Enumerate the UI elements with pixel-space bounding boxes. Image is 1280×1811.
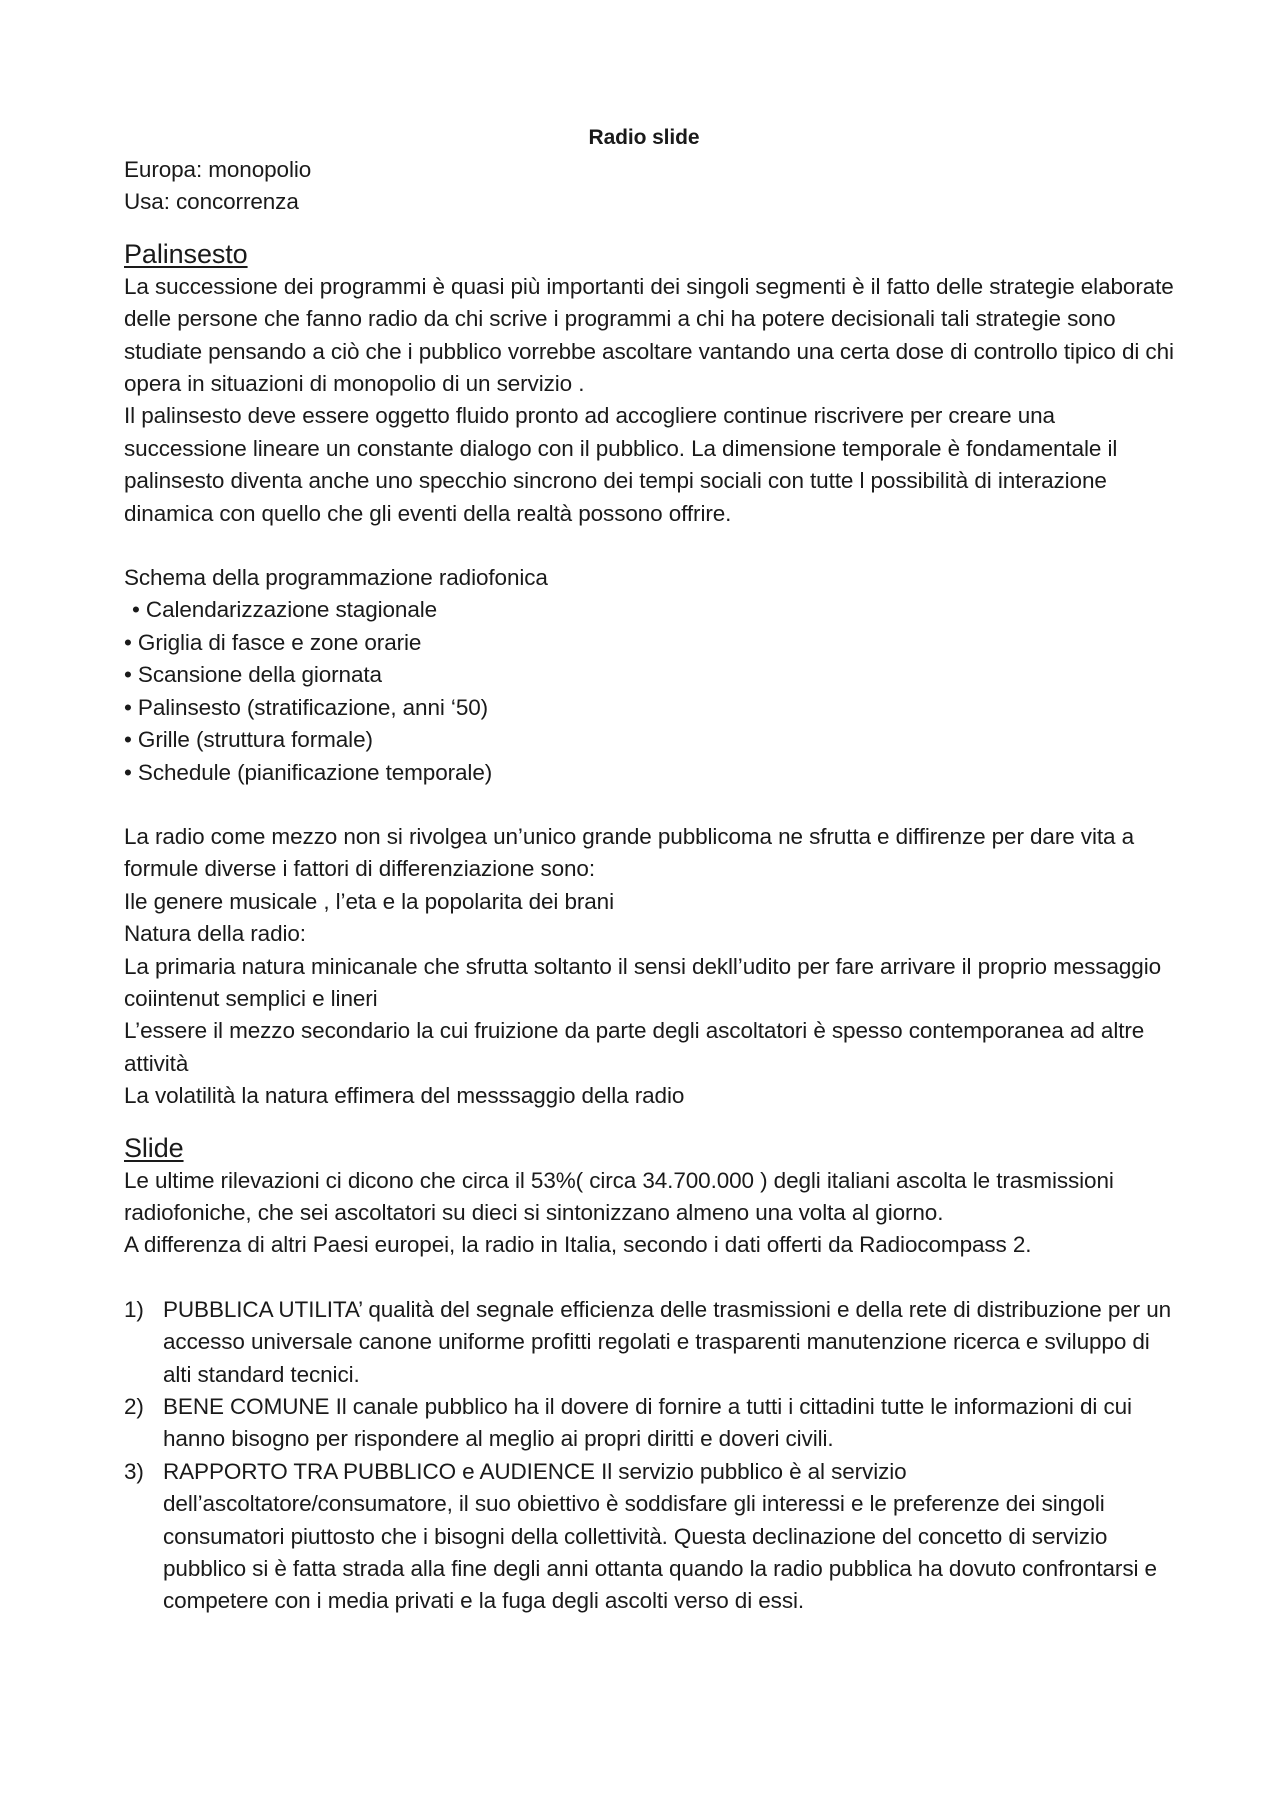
paragraph: Le ultime rilevazioni ci dicono che circa il 53%( circa 34.700.000 ) degli italiani ascolta le trasmissioni radiofoniche, che sei ascoltatori su dieci si sintonizzano almeno una volta al giorno. <box>124 1167 1114 1225</box>
list-number: 1) <box>124 1296 144 1322</box>
list-item-text: RAPPORTO TRA PUBBLICO e AUDIENCE Il servizio pubblico è al servizio dell’ascoltatore/consumatore, il suo obiettivo è soddisfare gli interessi e le preferenze dei singoli consumatori piuttosto che i bisogni della collettività. Questa declinazione del concetto di servizio pubblico si è fatta strada alla fine degli anni ottanta quando la radio pubblica ha dovuto confrontarsi e competere con i media privati e la fuga degli ascolti verso di essi. <box>163 1458 1157 1614</box>
spacer <box>124 1262 1174 1294</box>
spacer <box>124 789 1174 821</box>
spacer <box>124 1113 1174 1131</box>
list-item: • Scansione della giornata <box>124 662 382 688</box>
list-item: • Calendarizzazione stagionale <box>132 597 438 623</box>
paragraph: Ile genere musicale , l’eta e la popolarita dei brani <box>124 888 614 914</box>
list-item: • Schedule (pianificazione temporale) <box>124 759 493 785</box>
intro-line: Usa: concorrenza <box>124 189 299 215</box>
document-body <box>124 122 1174 1618</box>
paragraph: L’essere il mezzo secondario la cui fruizione da parte degli ascoltatori è spesso contemporanea ad altre attività <box>124 1018 1145 1076</box>
list-item-text: BENE COMUNE Il canale pubblico ha il dovere di fornire a tutti i cittadini tutte le informazioni di cui hanno bisogno per rispondere al meglio ai propri diritti e doveri civili. <box>163 1394 1132 1452</box>
paragraph: Natura della radio: <box>124 921 306 947</box>
list-item <box>124 1456 1174 1618</box>
list-item-text: PUBBLICA UTILITA’ qualità del segnale efficienza delle trasmissioni e della rete di distribuzione per un accesso universale canone uniforme profitti regolati e trasparenti manutenzione ricerca e sviluppo di alti standard tecnici. <box>163 1296 1172 1387</box>
paragraph: La primaria natura minicanale che sfrutta soltanto il sensi dekll’udito per fare arrivare il proprio messaggio coiintenut semplici e lineri <box>124 953 1162 1011</box>
paragraph: La successione dei programmi è quasi più importanti dei singoli segmenti è il fatto delle strategie elaborate delle persone che fanno radio da chi scrive i programmi a chi ha potere decisionali tali strategie sono studiate pensando a ciò che i pubblico vorrebbe ascoltare vantando una certa dose di controllo tipico di chi opera in situazioni di monopolio di un servizio . <box>124 273 1174 397</box>
list-number: 3) <box>124 1458 144 1484</box>
schema-title: Schema della programmazione radiofonica <box>124 565 548 591</box>
paragraph: Il palinsesto deve essere oggetto fluido pronto ad accogliere continue riscrivere per creare una successione lineare un constante dialogo con il pubblico. La dimensione temporale è fondamentale il palinsesto diventa anche uno specchio sincrono dei tempi sociali con tutte l possibilità di interazione dinamica con quello che gli eventi della realtà possono offrire. <box>124 403 1118 526</box>
paragraph: A differenza di altri Paesi europei, la radio in Italia, secondo i dati offerti da Radiocompass 2. <box>124 1232 1032 1258</box>
list-item <box>124 1391 1174 1456</box>
spacer <box>124 530 1174 562</box>
paragraph: La volatilità la natura effimera del messsaggio della radio <box>124 1083 685 1109</box>
list-item: • Palinsesto (stratificazione, anni ‘50) <box>124 694 489 720</box>
page-title: Radio slide <box>588 126 700 149</box>
paragraph: La radio come mezzo non si rivolgea un’unico grande pubblicoma ne sfrutta e diffirenze per dare vita a formule diverse i fattori di differenziazione sono: <box>124 823 1134 882</box>
section-heading-slide: Slide <box>124 1132 184 1163</box>
list-item: • Griglia di fasce e zone orarie <box>124 629 422 655</box>
numbered-list <box>124 1294 1174 1618</box>
intro-line: Europa: monopolio <box>124 157 312 182</box>
section-heading-palinsesto: Palinsesto <box>124 238 248 269</box>
bullet-list <box>124 594 1174 788</box>
list-item: • Grille (struttura formale) <box>124 727 373 753</box>
list-item <box>124 1294 1174 1391</box>
spacer <box>124 219 1174 237</box>
list-number: 2) <box>124 1394 144 1419</box>
